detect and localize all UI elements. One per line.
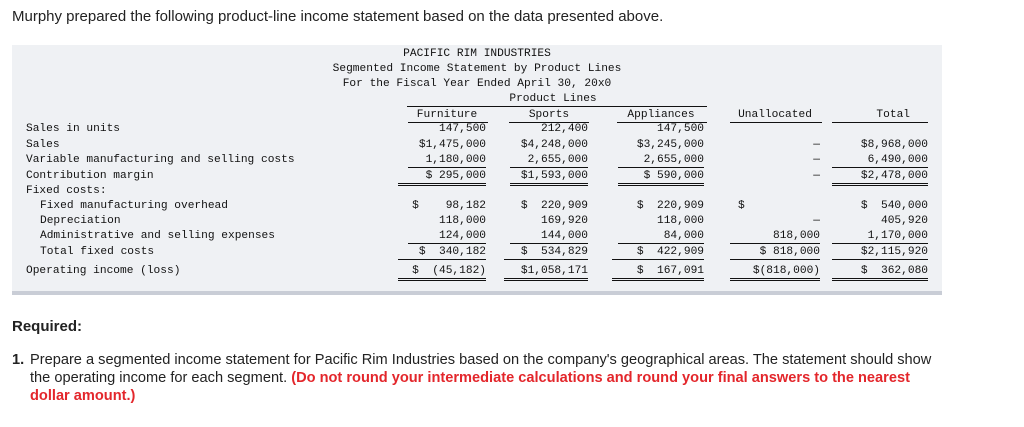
question-text: Prepare a segmented income statement for Pacific Rim Industries based on the company's geographical areas. The statement should show the operating income for each segment. <box>30 352 932 386</box>
product-lines-header: Product Lines <box>509 93 597 105</box>
company-name: PACIFIC RIM INDUSTRIES <box>403 48 551 60</box>
cell: $ 98,182 <box>412 200 486 212</box>
cell: 118,000 <box>657 215 704 227</box>
cell: $ 362,080 <box>832 265 928 281</box>
cell: $(818,000) <box>730 265 820 281</box>
row-label-fixed-overhead: Fixed manufacturing overhead <box>40 200 228 212</box>
product-lines-rule <box>407 106 707 107</box>
col-header-furniture: Furniture <box>416 109 478 121</box>
cell: $1,593,000 <box>510 170 588 186</box>
row-label-operating-income: Operating income (loss) <box>26 265 181 277</box>
statement-period: For the Fiscal Year Ended April 30, 20x0 <box>342 78 612 90</box>
cell: 144,000 <box>510 230 588 244</box>
cell: $ 818,000 <box>730 246 820 260</box>
cell: $3,245,000 <box>636 139 704 151</box>
cell: $8,968,000 <box>860 139 928 151</box>
cell: — <box>813 170 820 182</box>
row-label-fixed-costs: Fixed costs: <box>26 185 107 197</box>
col-header-sports: Sports <box>528 109 570 121</box>
cell: $ 534,829 <box>504 246 588 260</box>
cell: — <box>813 139 820 151</box>
question-number: 1. <box>12 352 25 368</box>
cell: $2,478,000 <box>832 170 928 186</box>
cell: 169,920 <box>541 215 588 227</box>
cell: $2,115,920 <box>832 246 928 260</box>
cell: 84,000 <box>618 230 704 244</box>
cell: 6,490,000 <box>832 154 928 168</box>
income-statement <box>12 45 942 291</box>
question-note: (Do not round your intermediate calculations and round your final answers to the nearest dollar amount.) <box>30 370 910 404</box>
cell: $1,058,171 <box>504 265 588 281</box>
cell: 118,000 <box>439 215 486 227</box>
col-rule-total <box>832 122 928 123</box>
cell: 1,170,000 <box>832 230 928 244</box>
cell: $ (45,182) <box>398 265 486 281</box>
cell: $ 220,909 <box>520 200 588 212</box>
row-label-contribution-margin: Contribution margin <box>26 170 154 182</box>
cell: $ 590,000 <box>618 170 704 186</box>
cell: 212,400 <box>541 123 588 135</box>
cell: $4,248,000 <box>520 139 588 151</box>
row-label-sales-units: Sales in units <box>26 123 120 135</box>
cell: 147,500 <box>439 123 486 135</box>
cell: 2,655,000 <box>618 154 704 168</box>
cell: $ 540,000 <box>860 200 928 212</box>
cell: — <box>813 154 820 166</box>
cell: 405,920 <box>881 215 928 227</box>
cell: $ 422,909 <box>612 246 704 260</box>
statement-title: Segmented Income Statement by Product Lines <box>332 63 622 75</box>
row-label-depreciation: Depreciation <box>40 215 121 227</box>
cell: $ <box>738 200 745 212</box>
col-rule-unallocated <box>730 122 822 123</box>
cell: 818,000 <box>730 230 820 244</box>
intro-text: Murphy prepared the following product-line income statement based on the data presented above. <box>12 8 664 25</box>
row-label-variable-costs: Variable manufacturing and selling costs <box>26 154 295 166</box>
cell: $ 220,909 <box>636 200 704 212</box>
cell: 1,180,000 <box>408 154 486 168</box>
cell: $ 167,091 <box>612 265 704 281</box>
cell: $1,475,000 <box>418 139 486 151</box>
cell: 124,000 <box>408 230 486 244</box>
col-header-appliances: Appliances <box>627 109 695 121</box>
question <box>12 351 952 404</box>
cell: 147,500 <box>657 123 704 135</box>
cell: $ 295,000 <box>398 170 486 186</box>
required-heading: Required: <box>12 318 83 335</box>
statement-bottom-border <box>12 291 942 295</box>
row-label-sales: Sales <box>26 139 60 151</box>
cell: — <box>813 215 820 227</box>
row-label-admin-selling: Administrative and selling expenses <box>40 230 275 242</box>
col-header-unallocated: Unallocated <box>738 109 812 121</box>
row-label-total-fixed: Total fixed costs <box>40 246 155 258</box>
cell: 2,655,000 <box>510 154 588 168</box>
cell: $ 340,182 <box>398 246 486 260</box>
question-body <box>30 351 950 405</box>
col-header-total: Total <box>876 109 910 121</box>
